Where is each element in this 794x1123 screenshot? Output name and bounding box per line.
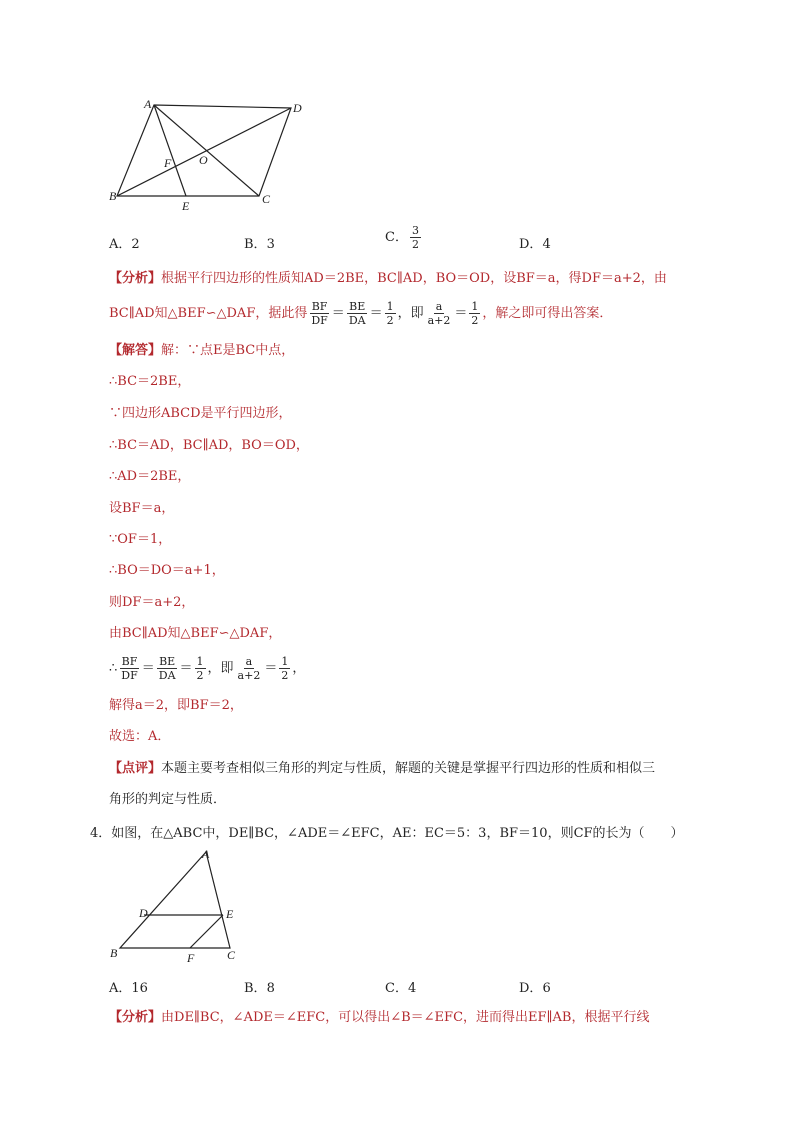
q3-solution-fraction-line: ∴ $\frac{BF}{DF}$ ＝ $\frac{BE}{DA}$ ＝ $\frac{1}{2}$ ，即 $\frac{a}{a+2}$ ＝ $\frac{1}{2}$ ， <box>109 655 306 682</box>
q3-solution-line-1: ∴BC＝2BE， <box>109 374 191 389</box>
parallelogram-figure <box>100 95 320 215</box>
q3-options <box>109 224 669 260</box>
label-o: O <box>199 153 208 167</box>
q3-analysis-line2: BC∥AD知△BEF∽△DAF，据此得 $\frac{BF}{DF}$ ＝ $\frac{BE}{DA}$ ＝ $\frac{1}{2}$ ，即 $\frac{a}{a+2}$ ＝ $\frac{1}{2}$ ，解之即可得出答案． <box>109 300 613 327</box>
q3-analysis-line1: 【分析】根据平行四边形的性质知AD＝2BE，BC∥AD，BO＝OD，设BF＝a，得DF＝a+2，由 <box>109 271 667 286</box>
q4-option-c[interactable]: C．4 <box>385 981 417 996</box>
option-c-fraction: $\frac{3}{2}$ <box>411 224 419 251</box>
q3-option-c[interactable]: C． $\frac{3}{2}$ <box>385 224 419 251</box>
q4-label-e: E <box>226 907 234 921</box>
label-d: D <box>293 101 302 115</box>
q3-option-a[interactable]: A．2 <box>109 237 140 252</box>
q3-solution-after-0: 解得a＝2，即BF＝2， <box>109 698 243 713</box>
q3-solution-line-5: 设BF＝a， <box>109 501 175 516</box>
q3-solution-line-6: ∵OF＝1， <box>109 532 172 547</box>
label-e: E <box>182 199 190 213</box>
q4-label-a: A <box>202 847 210 861</box>
q3-solution-line-2: ∵四边形ABCD是平行四边形， <box>109 406 292 421</box>
triangle-figure <box>104 842 254 967</box>
q3-solution-line-4: ∴AD＝2BE， <box>109 469 191 484</box>
q3-option-d[interactable]: D．4 <box>519 237 551 252</box>
q3-solution-after-1: 故选：A． <box>109 729 171 744</box>
q3-solution-line-7: ∴BO＝DO＝a+1， <box>109 563 225 578</box>
q3-solution-line-3: ∴BC＝AD，BC∥AD，BO＝OD， <box>109 438 309 453</box>
label-f: F <box>164 156 172 170</box>
q3-solution-line-8: 则DF＝a+2， <box>109 595 195 610</box>
q3-comment-line2: 角形的判定与性质． <box>109 792 227 807</box>
label-c: C <box>262 192 271 206</box>
q4-option-b[interactable]: B．8 <box>244 981 275 996</box>
q3-solution-line-0: 【解答】解：∵点E是BC中点， <box>109 343 295 358</box>
diagonal-bd <box>117 108 291 196</box>
q4-analysis-line1: 【分析】由DE∥BC，∠ADE＝∠EFC，可以得出∠B＝∠EFC，进而得出EF∥AB，根据平行线 <box>109 1010 650 1025</box>
label-a: A <box>144 97 152 111</box>
q4-label-b: B <box>110 946 118 960</box>
segment-ef <box>190 915 223 948</box>
q4-label-d: D <box>139 906 148 920</box>
q3-comment-line1: 【点评】本题主要考查相似三角形的判定与性质，解题的关键是掌握平行四边形的性质和相似三 <box>109 761 656 776</box>
triangle-abc-outline <box>120 852 230 948</box>
q3-option-b[interactable]: B．3 <box>244 237 275 252</box>
q4-option-a[interactable]: A．16 <box>109 981 148 996</box>
q4-label-f: F <box>187 951 195 965</box>
q4-stem: 4．如图，在△ABC中，DE∥BC，∠ADE＝∠EFC，AE：EC＝5：3，BF＝10，则CF的长为（ ） <box>90 826 684 841</box>
q3-solution-line-9: 由BC∥AD知△BEF∽△DAF， <box>109 626 282 641</box>
q4-option-d[interactable]: D．6 <box>519 981 551 996</box>
q4-label-c: C <box>227 948 236 962</box>
label-b: B <box>109 189 117 203</box>
q4-options <box>109 977 669 997</box>
